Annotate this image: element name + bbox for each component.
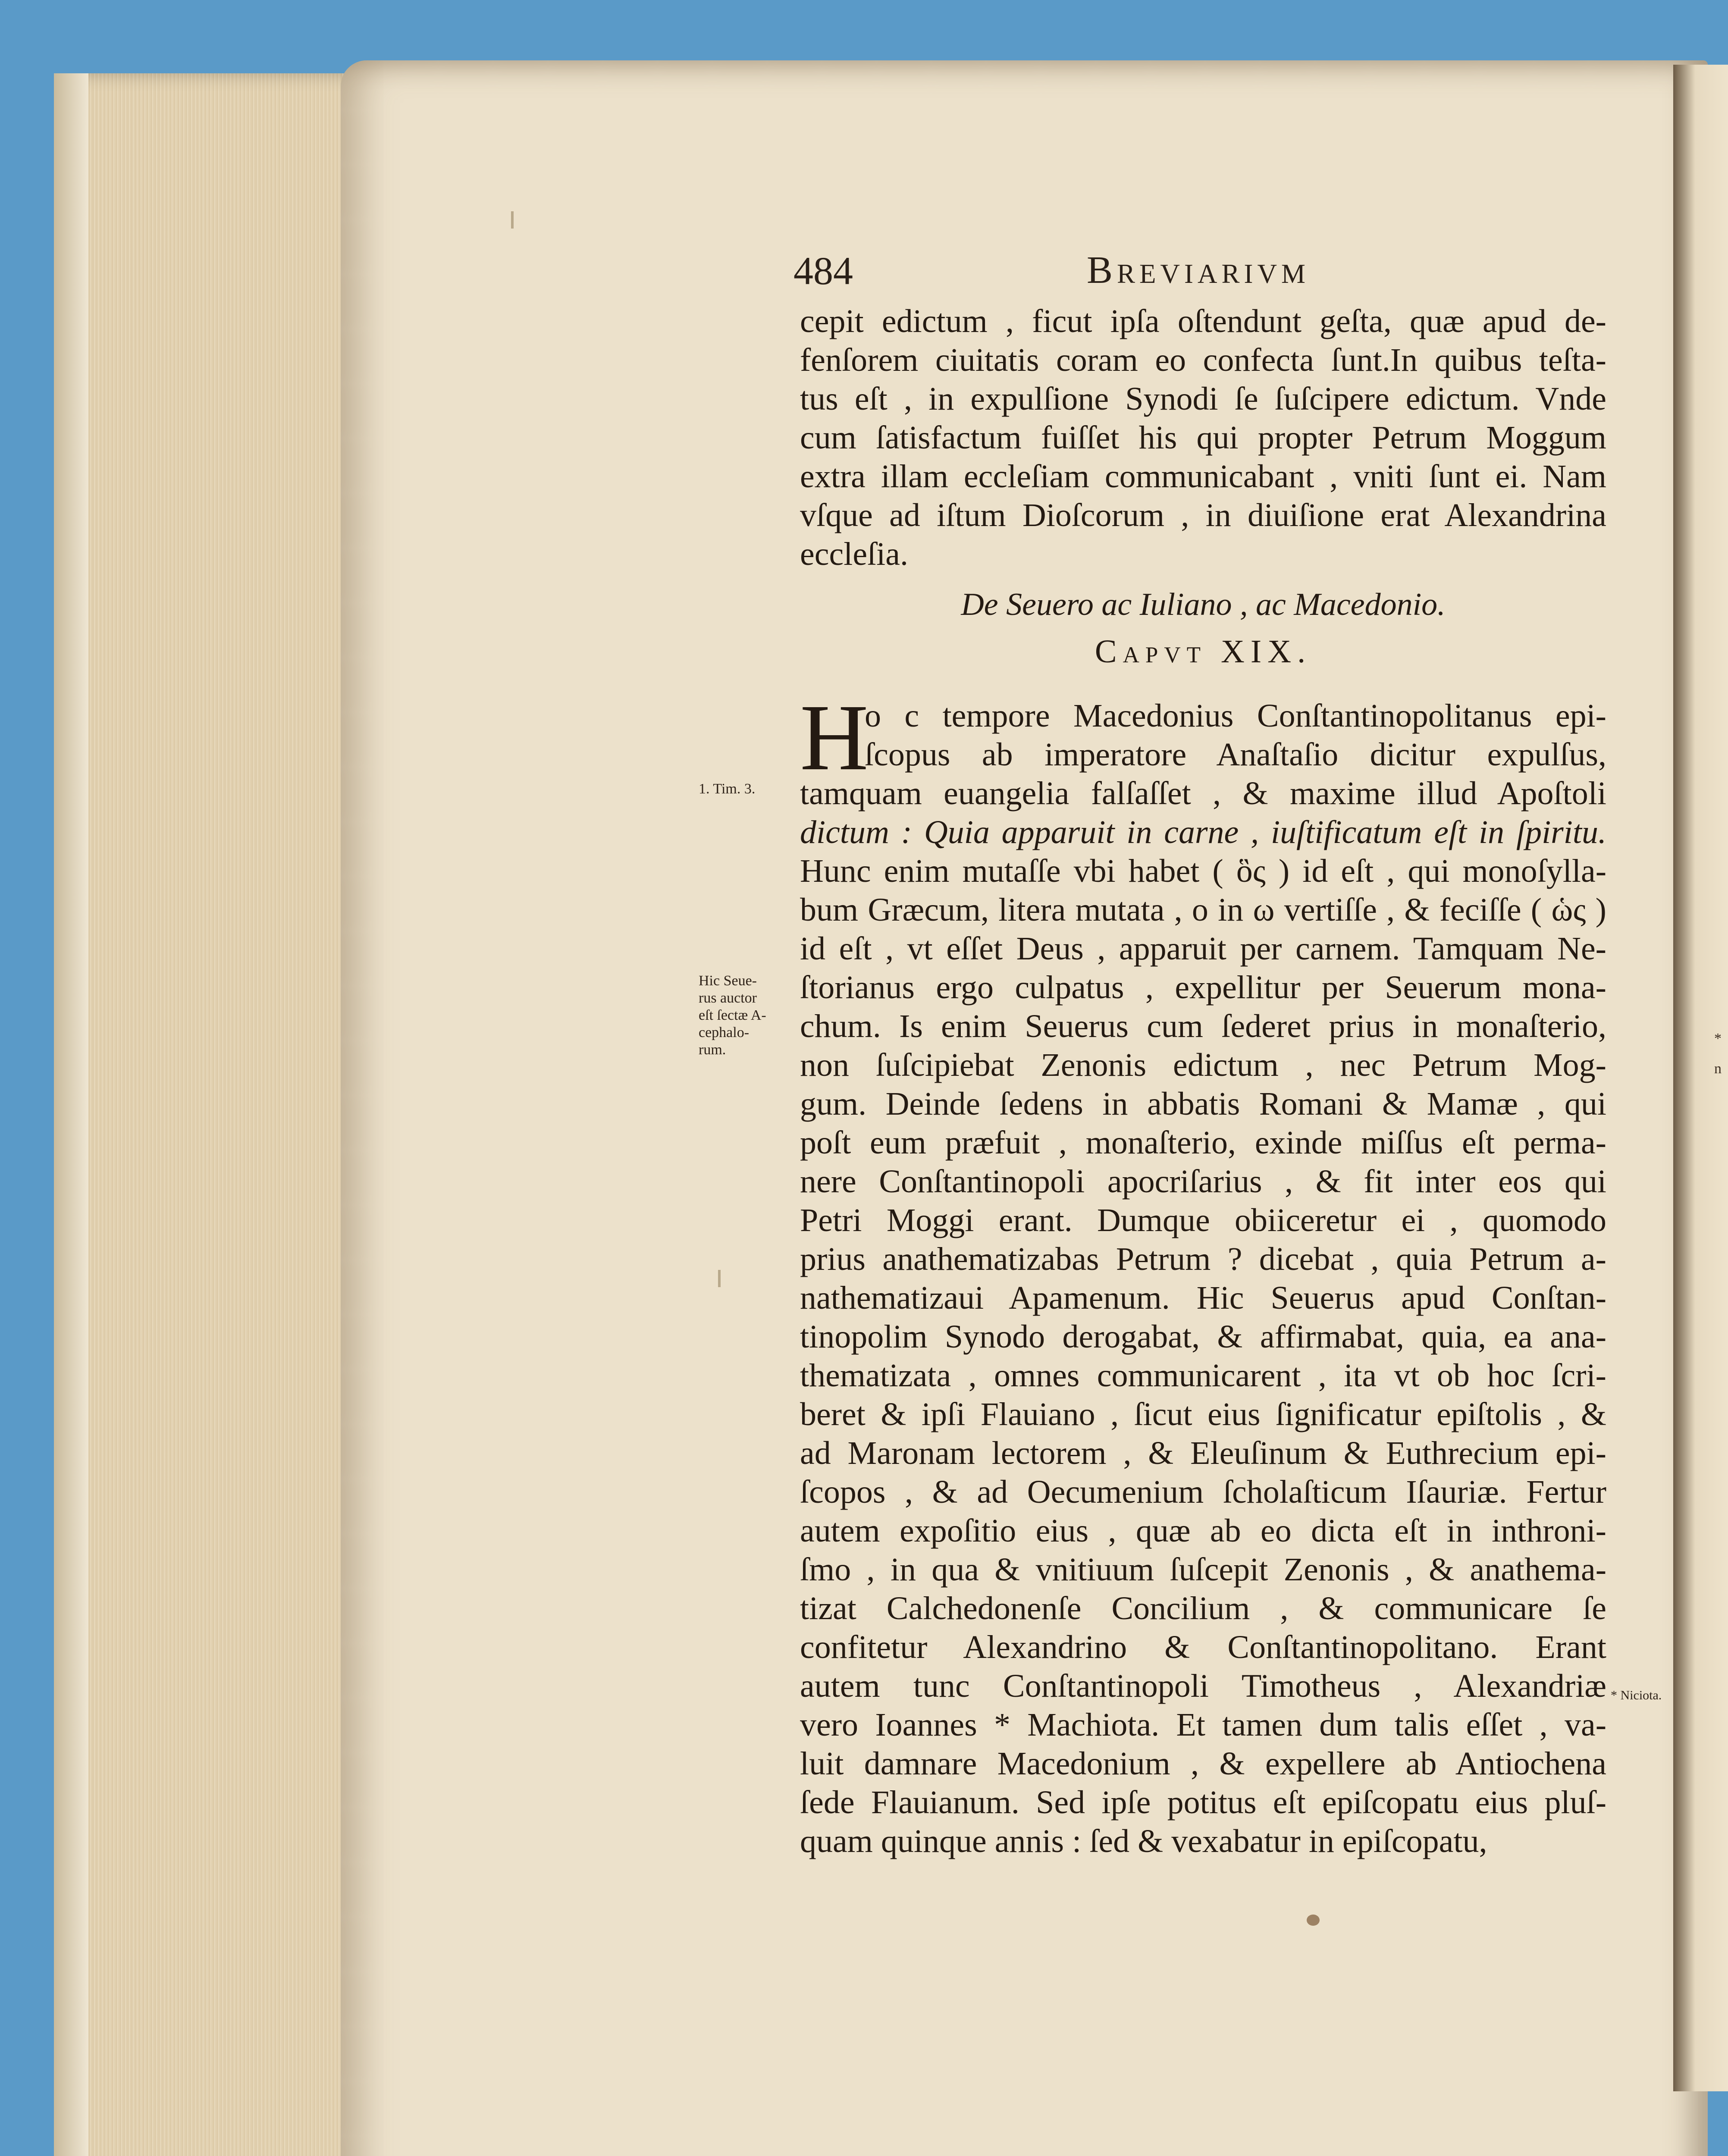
text-line: id eſt , vt eſſet Deus , apparuit per carnem. Tamquam Ne-: [800, 931, 1606, 967]
text-line: o c tempore Macedonius Conſtantinopolitanus epi-: [865, 698, 1606, 734]
facing-page-fragment: *: [1714, 1031, 1722, 1047]
book-cover-edge: [54, 73, 88, 2156]
text-line: Hunc enim mutaſſe vbi habet ( ὃς ) id eſt , qui monoſylla-: [800, 853, 1606, 889]
text-line: ſmo , in qua & vnitiuum ſuſcepit Zenonis , & anathema-: [800, 1551, 1606, 1588]
text-line: nere Conſtantinopoli apocriſarius , & fit inter eos qui: [800, 1163, 1606, 1200]
text-line: cepit edictum , ficut ipſa oſtendunt geſta, quæ apud de-: [800, 303, 1606, 339]
text-line: eccleſia.: [800, 536, 909, 572]
drop-cap: H: [800, 685, 869, 790]
text-line: ſcopos , & ad Oecumenium ſcholaſticum Iſauriæ. Fertur: [800, 1474, 1606, 1510]
margin-note-line: Hic Seue-: [699, 973, 757, 989]
text-line: fenſorem ciuitatis coram eo confecta ſunt.In quibus teſta-: [800, 342, 1606, 378]
text-line: dictum : Quia apparuit in carne , iuſtificatum eſt in ſpiritu.: [800, 814, 1606, 850]
facing-page-fragment: n: [1714, 1061, 1722, 1077]
text-line: vero Ioannes * Machiota. Et tamen dum talis eſſet , va-: [800, 1707, 1606, 1743]
section-subtitle: De Seuero ac Iuliano , ac Macedonio.: [961, 587, 1446, 622]
text-line: bum Græcum, litera mutata , o in ω vertiſſe , & feciſſe ( ὡς ): [800, 892, 1606, 928]
ink-blot: [1307, 1915, 1320, 1926]
text-line: autem expoſitio eius , quæ ab eo dicta eſt in inthroni-: [800, 1513, 1606, 1549]
text-line: tamquam euangelia falſaſſet , & maxime illud Apoſtoli: [800, 775, 1606, 812]
text-line: nathematizaui Apamenum. Hic Seuerus apud Conſtan-: [800, 1280, 1606, 1316]
text-line: ſtorianus ergo culpatus , expellitur per Seuerum mona-: [800, 969, 1606, 1006]
text-line: non ſuſcipiebat Zenonis edictum , nec Petrum Mog-: [800, 1047, 1606, 1083]
chapter-heading: Capvt XIX.: [1095, 633, 1312, 670]
text-line: ad Maronam lectorem , & Eleuſinum & Euthrecium epi-: [800, 1435, 1606, 1471]
text-line: tizat Calchedonenſe Concilium , & communicare ſe: [800, 1590, 1606, 1626]
text-line: extra illam eccleſiam communicabant , vniti ſunt ei. Nam: [800, 458, 1606, 495]
text-line: chum. Is enim Seuerus cum ſederet prius in monaſterio,: [800, 1008, 1606, 1044]
pencil-mark: [511, 211, 514, 229]
text-line: thematizata , omnes communicarent , ita vt ob hoc ſcri-: [800, 1357, 1606, 1394]
text-line: confitetur Alexandrino & Conſtantinopolitano. Erant: [800, 1629, 1606, 1665]
text-line: ſede Flauianum. Sed ipſe potitus eſt epiſcopatu eius pluſ-: [800, 1784, 1606, 1821]
text-line: gum. Deinde ſedens in abbatis Romani & Mamæ , qui: [800, 1086, 1606, 1122]
text-line: poſt eum præfuit , monaſterio, exinde miſſus eſt perma-: [800, 1125, 1606, 1161]
margin-note-line: rum.: [699, 1042, 726, 1058]
margin-note-severus: [699, 972, 766, 1059]
margin-note-line: cephalo-: [699, 1025, 750, 1040]
margin-note-timothy: 1. Tim. 3.: [699, 781, 756, 797]
text-line: luit damnare Macedonium , & expellere ab Antiochena: [800, 1745, 1606, 1782]
text-line: Petri Moggi erant. Dumque obiiceretur ei , quomodo: [800, 1202, 1606, 1238]
text-line: vſque ad iſtum Dioſcorum , in diuiſione erat Alexandrina: [800, 497, 1606, 533]
paragraph-2: [800, 685, 1606, 1861]
margin-note-line: rus auctor: [699, 990, 757, 1006]
text-line: ſcopus ab imperatore Anaſtaſio dicitur expulſus,: [865, 736, 1606, 773]
book-page-edges: [54, 73, 386, 2156]
text-line: cum ſatisfactum fuiſſet his qui propter Petrum Moggum: [800, 420, 1606, 456]
text-line: beret & ipſi Flauiano , ſicut eius ſignificatur epiſtolis , &: [800, 1396, 1606, 1432]
margin-note-line: eſt ſectæ A-: [699, 1007, 766, 1023]
running-title: Breviarivm: [1087, 249, 1310, 291]
facing-page-sliver: [1673, 65, 1728, 2091]
text-line: prius anathematizabas Petrum ? dicebat , quia Petrum a-: [800, 1241, 1606, 1277]
pencil-mark: [718, 1270, 721, 1287]
margin-note-niciota: * Niciota.: [1611, 1688, 1662, 1702]
text-line: tus eſt , in expulſione Synodi ſe ſuſcipere edictum. Vnde: [800, 381, 1606, 417]
page-number: 484: [793, 249, 853, 293]
text-line: autem tunc Conſtantinopoli Timotheus , Alexandriæ: [800, 1668, 1606, 1704]
text-line: tinopolim Synodo derogabat, & affirmabat, quia, ea ana-: [800, 1319, 1606, 1355]
running-head: [793, 248, 1613, 308]
text-line: quam quinque annis : ſed & vexabatur in epiſcopatu,: [800, 1823, 1487, 1859]
paragraph-1: [800, 302, 1606, 573]
